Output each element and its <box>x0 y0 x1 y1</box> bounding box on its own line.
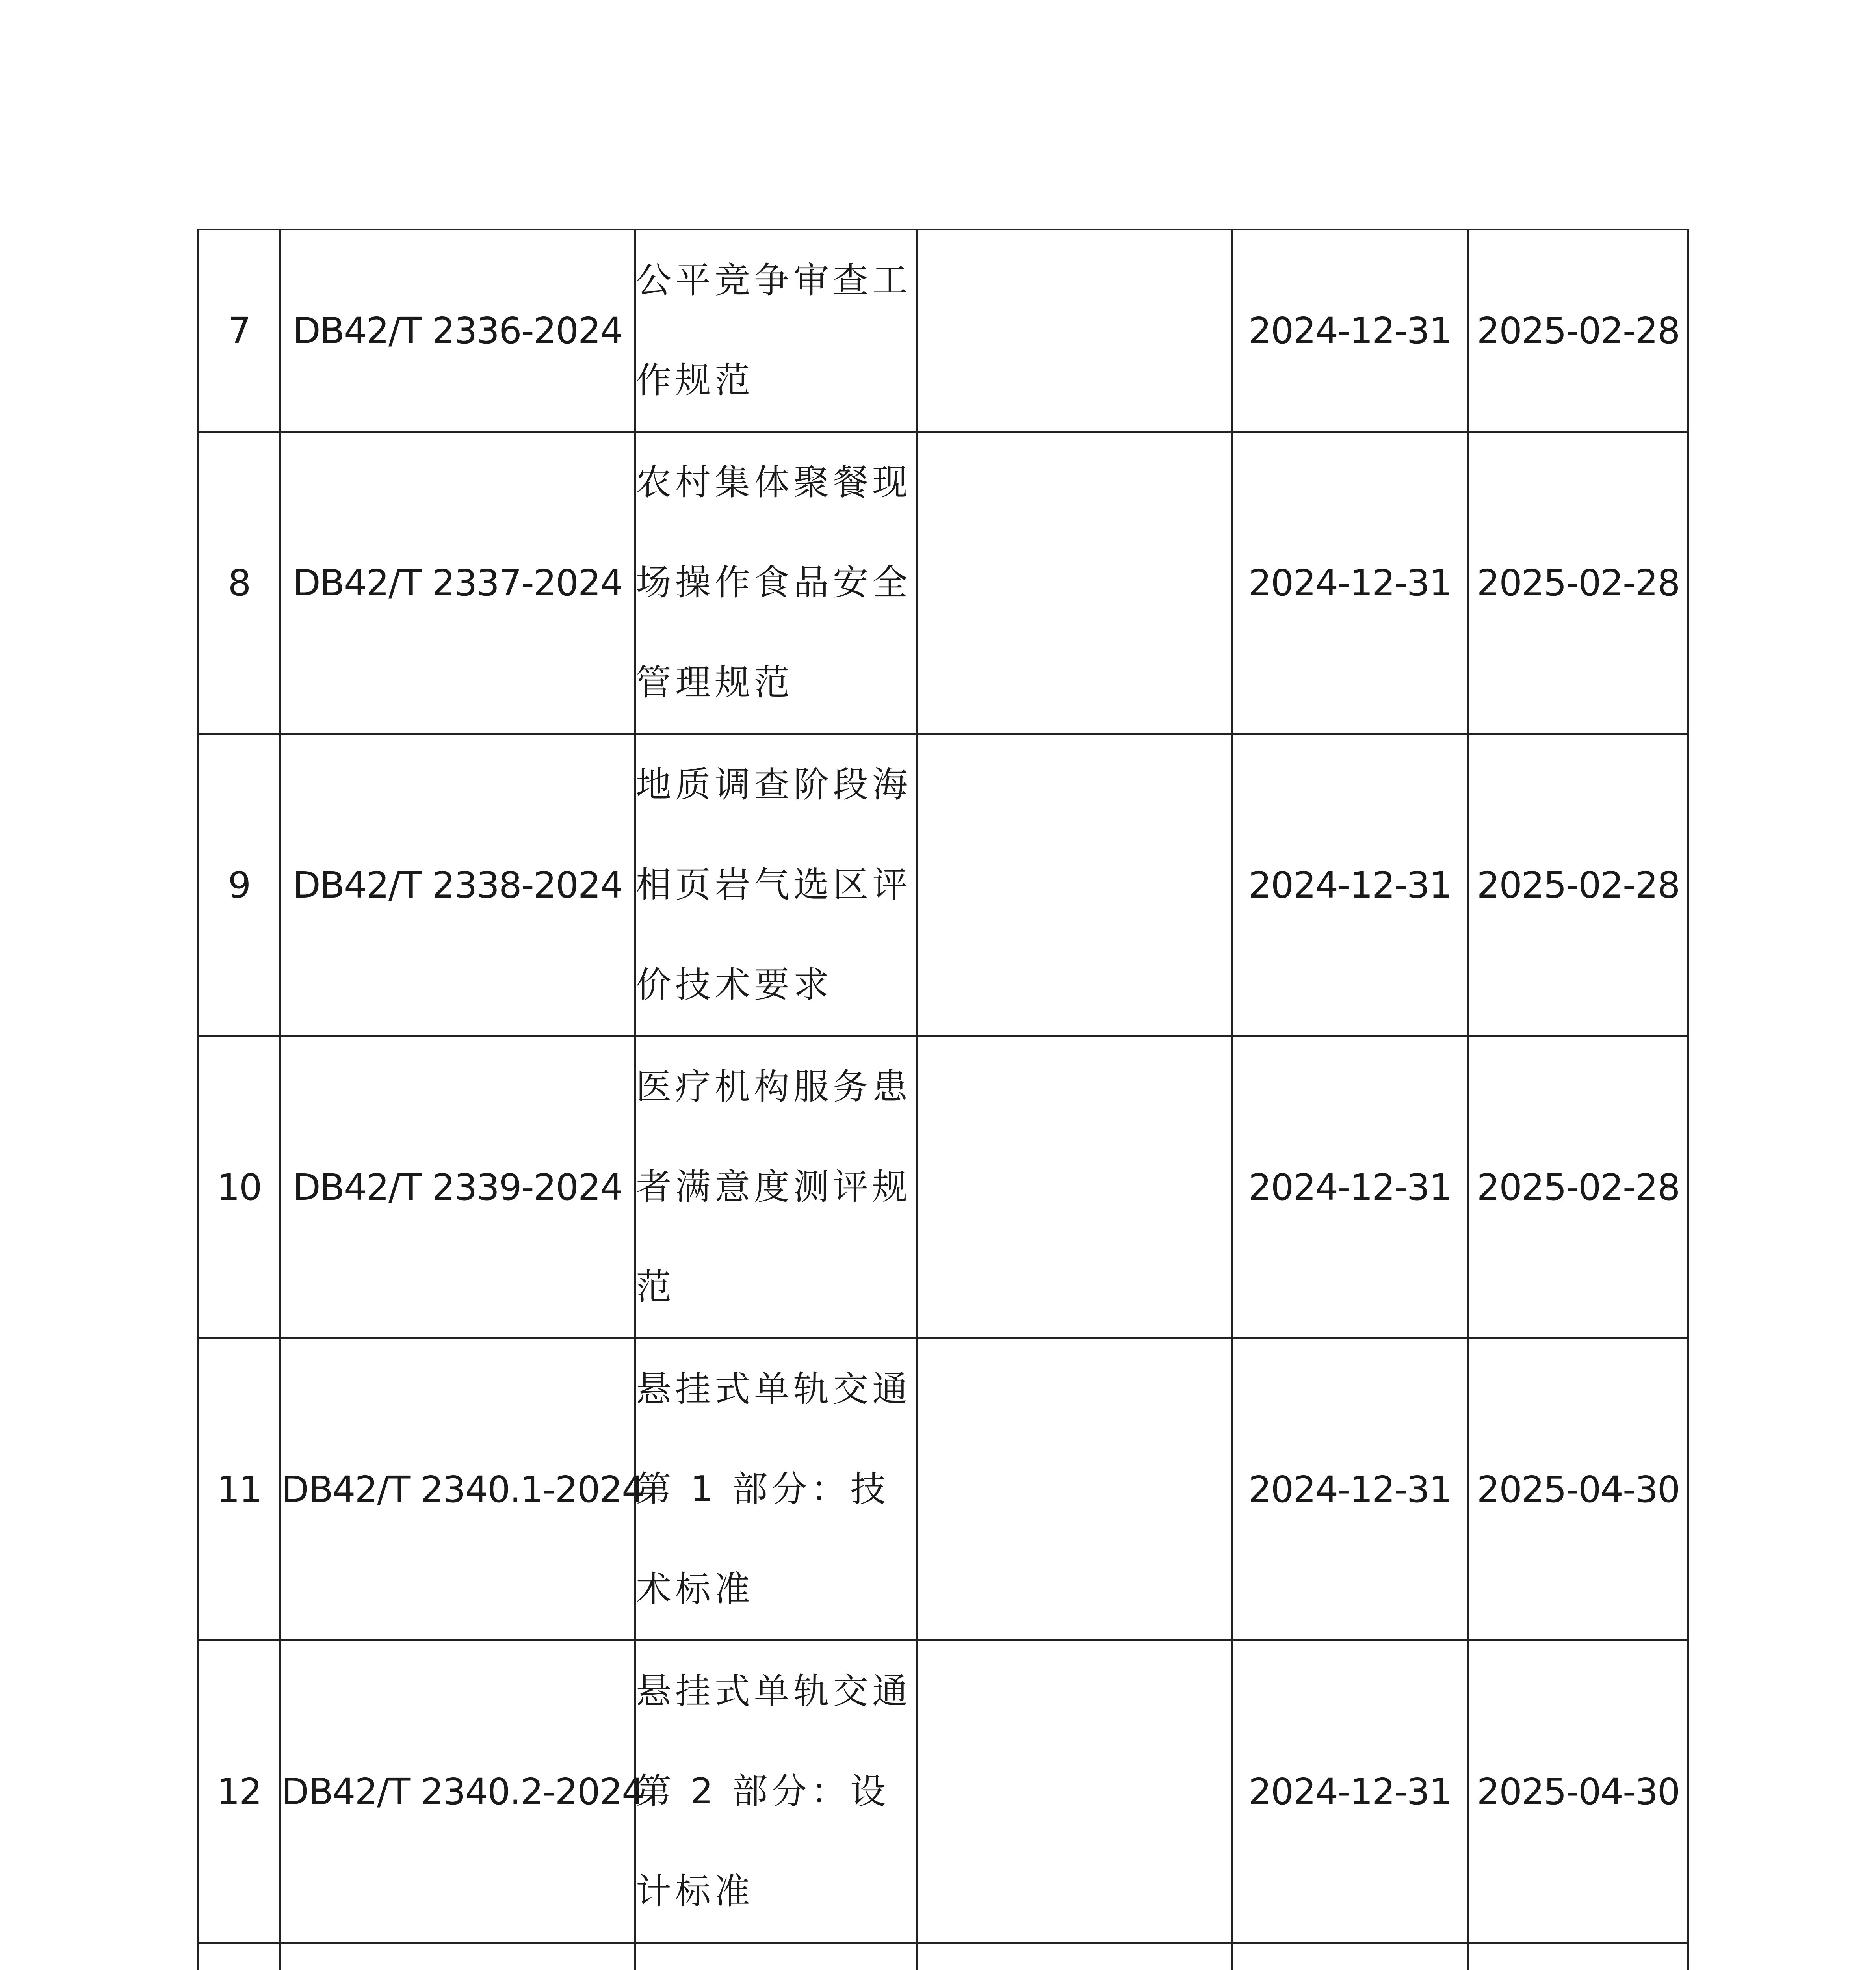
standards-table-body <box>198 230 1688 1970</box>
publish-date: 2024-12-31 <box>1232 1036 1468 1338</box>
effective-date: 2025-02-28 <box>1468 432 1688 734</box>
row-index: 9 <box>198 734 280 1036</box>
effective-date: 2025-02-28 <box>1468 734 1688 1036</box>
effective-date <box>1468 1943 1688 1970</box>
standard-name: 医疗机构服务患者满意度测评规范 <box>635 1036 917 1338</box>
publish-date: 2024-12-31 <box>1232 734 1468 1036</box>
standard-code: DB42/T 2340.1-2024 <box>280 1338 635 1641</box>
standard-code: DB42/T 2339-2024 <box>280 1036 635 1338</box>
table-row <box>198 734 1688 1036</box>
table-row <box>198 230 1688 432</box>
blank-cell <box>917 1641 1232 1943</box>
row-index: 11 <box>198 1338 280 1641</box>
table-row <box>198 1338 1688 1641</box>
standard-code: DB42/T 2336-2024 <box>280 230 635 432</box>
effective-date: 2025-02-28 <box>1468 230 1688 432</box>
publish-date: 2024-12-31 <box>1232 1641 1468 1943</box>
standard-code: DB42/T 2337-2024 <box>280 432 635 734</box>
effective-date: 2025-04-30 <box>1468 1641 1688 1943</box>
table-row <box>198 1641 1688 1943</box>
standards-table <box>197 229 1689 1970</box>
standard-name: 地质调查阶段海相页岩气选区评价技术要求 <box>635 734 917 1036</box>
publish-date: 2024-12-31 <box>1232 230 1468 432</box>
publish-date <box>1232 1943 1468 1970</box>
table-row <box>198 1036 1688 1338</box>
effective-date: 2025-02-28 <box>1468 1036 1688 1338</box>
standard-name: 公平竞争审查工作规范 <box>635 230 917 432</box>
blank-cell <box>917 1338 1232 1641</box>
standard-code: DB42/T 2340.2-2024 <box>280 1641 635 1943</box>
blank-cell <box>917 1943 1232 1970</box>
effective-date: 2025-04-30 <box>1468 1338 1688 1641</box>
publish-date: 2024-12-31 <box>1232 432 1468 734</box>
row-index: 10 <box>198 1036 280 1338</box>
standard-name: 悬挂式单轨交通第 2 部分：设计标准 <box>635 1641 917 1943</box>
blank-cell <box>917 734 1232 1036</box>
row-index <box>198 1943 280 1970</box>
standard-code <box>280 1943 635 1970</box>
standard-name: 农村集体聚餐现场操作食品安全管理规范 <box>635 432 917 734</box>
blank-cell <box>917 230 1232 432</box>
row-index: 12 <box>198 1641 280 1943</box>
table-row <box>198 432 1688 734</box>
standard-name: 悬挂式单轨交通第 1 部分：技术标准 <box>635 1338 917 1641</box>
publish-date: 2024-12-31 <box>1232 1338 1468 1641</box>
blank-cell <box>917 1036 1232 1338</box>
standard-code: DB42/T 2338-2024 <box>280 734 635 1036</box>
table-row <box>198 1943 1688 1970</box>
row-index: 7 <box>198 230 280 432</box>
row-index: 8 <box>198 432 280 734</box>
standard-name <box>635 1943 917 1970</box>
blank-cell <box>917 432 1232 734</box>
